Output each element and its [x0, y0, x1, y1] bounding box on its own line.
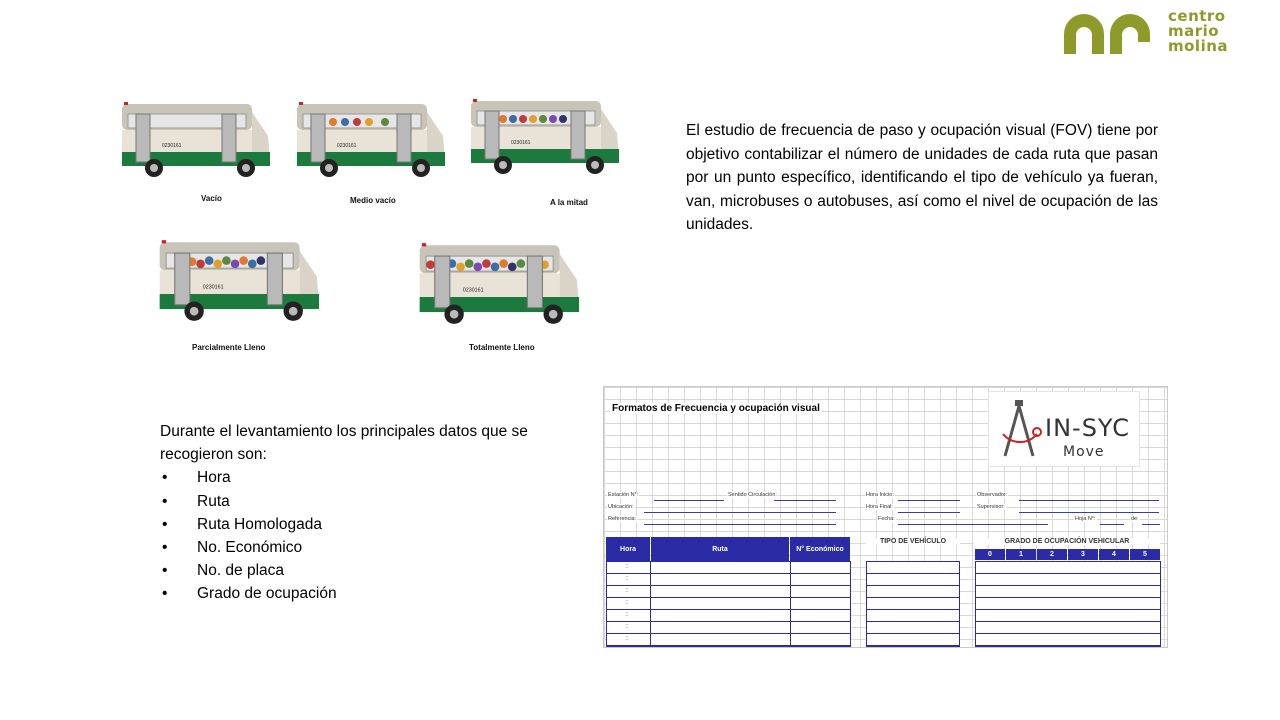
list-item: [160, 513, 580, 536]
bus-totally-full-illustration: [414, 241, 589, 325]
field-line: [654, 500, 724, 501]
fov-form-sheet: [603, 386, 1168, 648]
bus-plate: 0230161: [337, 143, 357, 149]
field-estacion: Estación N°:: [608, 492, 639, 498]
bullet-icon: •: [162, 469, 168, 487]
insyc-wordmark: IN-SYC: [1045, 414, 1131, 442]
field-line: [1019, 512, 1159, 513]
field-line: [1019, 500, 1159, 501]
logo-line-2: mario: [1168, 22, 1220, 40]
bus-caption-half-empty: Medio vacío: [350, 196, 396, 205]
field-line: [644, 524, 836, 525]
bus-caption-partially-full: Parcialmente Lleno: [192, 343, 266, 352]
item-label: Ruta Homologada: [197, 515, 322, 533]
fov-description: El estudio de frecuencia de paso y ocupación visual (FOV) tiene por objetivo contabilizar el número de unidades de cada ruta que pasan por un punto específico, identificando el tipo de vehículo ya fueran, van, microbuses o autobuses, así como el nivel de ocupación de las unidades.: [686, 122, 1158, 233]
field-line: [1142, 524, 1160, 525]
item-label: No. Económico: [197, 539, 303, 557]
list-intro: Durante el levantamiento los principales datos que se recogieron son:: [160, 423, 528, 464]
bus-partially-full-illustration: [154, 238, 329, 322]
field-referencia: Referencia:: [608, 516, 637, 522]
insyc-logo: [988, 391, 1140, 467]
row-colon: :: [626, 587, 628, 594]
list-item: [160, 536, 580, 559]
row-colon: :: [626, 563, 628, 570]
logo-line-3: molina: [1168, 37, 1229, 55]
logo-mark-icon: [1060, 8, 1165, 58]
bus-plate: 0230161: [202, 284, 224, 291]
field-de: de:: [1131, 516, 1139, 522]
list-item: [160, 582, 580, 605]
table-body-hora: [606, 561, 651, 647]
field-line: [644, 512, 836, 513]
bullet-icon: •: [162, 562, 168, 580]
bullet-icon: •: [162, 492, 168, 510]
field-ubicacion: Ubicación:: [608, 504, 634, 510]
bus-caption-empty: Vacío: [201, 194, 222, 203]
bus-caption-totally-full: Totalmente Lleno: [469, 343, 535, 352]
bus-caption-half: A la mitad: [550, 198, 588, 207]
bus-half-empty-illustration: [293, 100, 453, 178]
field-observador: Observador:: [977, 492, 1008, 498]
field-line: [898, 524, 1048, 525]
list-item: [160, 466, 580, 489]
field-hora-inicio: Hora Inicio:: [866, 492, 894, 498]
list-item: [160, 490, 580, 513]
header-economico: N° Económico: [790, 537, 850, 561]
field-sentido: Sentido Circulación:: [728, 492, 777, 498]
grado-level-4: 4: [1099, 549, 1129, 560]
logo-line-1: centro: [1168, 7, 1226, 25]
bullet-icon: •: [162, 585, 168, 603]
bus-empty-illustration: [118, 100, 278, 178]
bus-plate: 0230161: [511, 140, 531, 146]
row-colon: :: [626, 575, 628, 582]
item-label: Grado de ocupación: [197, 585, 337, 603]
field-line: [774, 500, 836, 501]
compass-icon: [997, 398, 1043, 460]
grado-level-2: 2: [1037, 549, 1067, 560]
header-hora: Hora: [606, 537, 650, 561]
header-ruta: Ruta: [651, 537, 789, 561]
table-body-tipo: [866, 561, 960, 647]
row-colon: :: [626, 635, 628, 642]
bus-half-illustration: [467, 97, 627, 175]
table-body-economico: [790, 561, 851, 647]
field-supervisor: Supervisor:: [977, 504, 1005, 510]
list-item: [160, 559, 580, 582]
table-body-ruta: [650, 561, 791, 647]
header-tipo-vehiculo: TIPO DE VEHÍCULO: [866, 538, 960, 545]
grado-level-1: 1: [1006, 549, 1036, 560]
insyc-move: Move: [1063, 444, 1105, 460]
item-label: Ruta: [197, 492, 230, 510]
table-body-grado: [975, 561, 1161, 647]
field-hoja: Hoja N°:: [1075, 516, 1096, 522]
bullet-icon: •: [162, 539, 168, 557]
grado-level-3: 3: [1068, 549, 1098, 560]
row-colon: :: [626, 611, 628, 618]
grado-level-0: 0: [975, 549, 1005, 560]
bullet-icon: •: [162, 515, 168, 533]
bus-plate: 0230161: [462, 287, 484, 294]
field-fecha: Fecha:: [878, 516, 895, 522]
collected-data-list: [160, 420, 580, 606]
grado-level-5: 5: [1130, 549, 1160, 560]
header-grado-ocupacion: GRADO DE OCUPACIÓN VEHICULAR: [974, 538, 1160, 545]
field-line: [898, 500, 960, 501]
bus-plate: 0230161: [162, 143, 182, 149]
data-items: [160, 466, 580, 605]
form-title: Formatos de Frecuencia y ocupación visual: [612, 403, 820, 414]
field-line: [1100, 524, 1124, 525]
field-hora-final: Hora Final:: [866, 504, 893, 510]
logo-wordmark: [1168, 9, 1228, 54]
item-label: No. de placa: [197, 562, 285, 580]
row-colon: :: [626, 623, 628, 630]
row-colon: :: [626, 599, 628, 606]
item-label: Hora: [197, 469, 231, 487]
field-line: [898, 512, 960, 513]
